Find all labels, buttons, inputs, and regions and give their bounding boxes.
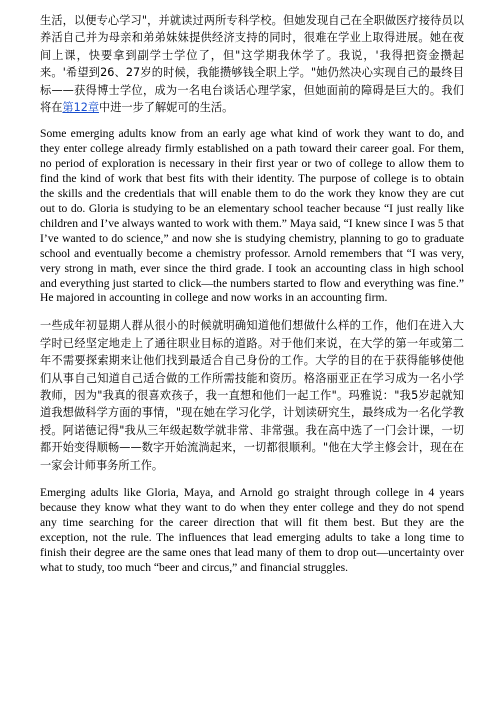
english-paragraph-2: Emerging adults like Gloria, Maya, and Arnold go straight through college in 4 years because they know what they want to do when they enter college and they do not spend any time searching for the career direction that will fit them best. But they are the exception, not the rule. The influences that lead emerging adults to take a long time to finish their degree are the same ones that lead many of them to drop out—uncertainty over what to study, too much “beer and circus,” and financial struggles. (40, 485, 464, 574)
zh-para-1-text: 生活，以便专心学习"，并就读过两所专科学校。但她发现自己在全职做医疗接待员以养活自己并为母亲和弟弟妹妹提供经济支持的同时，很难在学业上取得进展。她在夜间上课，快要拿到副学士学位了，但"这学期我休学了。我说，'我得把资金攒起来。'希望到26、27岁的时候，我能攒够钱全职上学。"她仍然决心实现自己的最终目标——获得博士学位，成为一名电台谈话心理学家，但她面前的障碍是巨大的。我们将在 (40, 14, 464, 115)
english-paragraph-1: Some emerging adults know from an early age what kind of work they want to do, and they enter college already firmly established on a path toward their career goal. For them, no period of exploration is necessary in their first year or two of college to allow them to find the kind of work that best fits with their identity. The purpose of college is to obtain the skills and the credentials that will enable them to do the work they know they are cut out to do. Gloria is studying to be an elementary school teacher because “I just really like children and I’ve always wanted to work with them.” Maya said, “I knew since I was 5 that I’ve wanted to do science,” and now she is studying chemistry, planning to go to graduate school and eventually become a chemistry professor. Arnold remembers that “I was very, very strong in math, ever since the third grade. I took an accounting class in high school and everything just started to click—the numbers started to flow and everything was fine.” He majored in accounting in college and now works in an accounting firm. (40, 127, 465, 305)
page-content (40, 12, 464, 575)
zh-para-1-text-end: 中进一步了解妮可的生活。 (99, 101, 234, 115)
chinese-paragraph-2: 一些成年初显期人群从很小的时候就明确知道他们想做什么样的工作，他们在进入大学时已经坚定地走上了通往职业目标的道路。对于他们来说，在大学的第一年或第二年不需要探索期来让他们找到最适合自己身份的工作。大学的目的在于获得能够使他们从事自己知道自己适合做的工作所需技能和资历。格洛丽亚正在学习成为一名小学教师，因为"我真的很喜欢孩子，我一直想和他们一起工作"。玛雅说："我5岁起就知道我想做科学方面的事情，"现在她在学习化学，计划读研究生，最终成为一名化学教授。阿诺德记得"我从三年级起数学就非常、非常强。我在高中选了一门会计课，一切都开始变得顺畅——数字开始流淌起来，一切都很顺利。"他在大学主修会计，现在在一家会计师事务所工作。 (40, 319, 464, 472)
chinese-paragraph-1 (40, 12, 464, 116)
chapter-12-link[interactable]: 第12章 (62, 101, 100, 115)
